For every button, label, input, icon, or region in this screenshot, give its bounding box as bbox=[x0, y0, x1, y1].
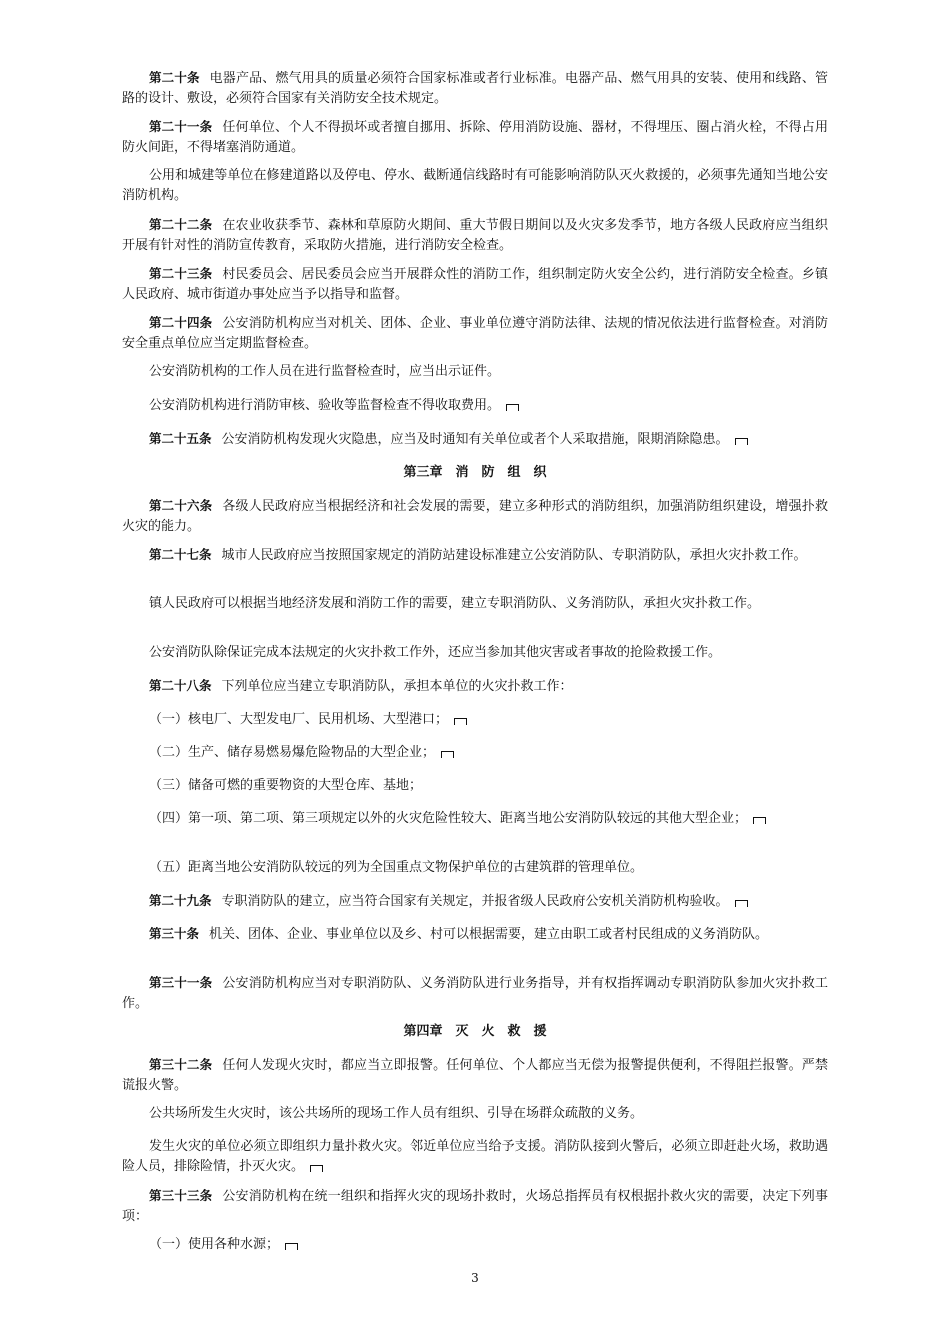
para-1 bbox=[122, 68, 828, 109]
list-item-1 bbox=[122, 710, 828, 730]
article-number: 第二十条 bbox=[149, 70, 200, 85]
para-14 bbox=[122, 643, 828, 663]
article-number: 第三十三条 bbox=[149, 1188, 213, 1203]
return-mark-icon bbox=[285, 1243, 298, 1250]
list-item-3 bbox=[122, 776, 828, 796]
paragraph-text: 发生火灾的单位必须立即组织力量扑救火灾。邻近单位应当给予支援。消防队接到火警后，必须立即赶赴火场，救助遇险人员，排除险情，扑灭火灾。 bbox=[122, 1139, 828, 1174]
article-number: 第二十八条 bbox=[149, 678, 212, 693]
list-item-6 bbox=[122, 1235, 828, 1255]
return-mark-icon bbox=[753, 817, 766, 824]
paragraph-text: （二）生产、储存易燃易爆危险物品的大型企业； bbox=[149, 745, 436, 760]
page-number: 3 bbox=[471, 1271, 479, 1285]
paragraph-text: 公安消防机构在统一组织和指挥火灾的现场扑救时，火场总指挥员有权根据扑救火灾的需要，决定下列事项： bbox=[122, 1189, 828, 1224]
paragraph-text: 村民委员会、居民委员会应当开展群众性的消防工作，组织制定防火安全公约，进行消防安全检查。乡镇人民政府、城市街道办事处应当予以指导和监督。 bbox=[122, 267, 828, 302]
para-11 bbox=[122, 496, 828, 537]
paragraph-text: 公安消防机构应当对专职消防队、义务消防队进行业务指导，并有权指挥调动专职消防队参加火灾扑救工作。 bbox=[122, 976, 828, 1011]
return-mark-icon bbox=[506, 404, 519, 411]
paragraph-text: 任何单位、个人不得损坏或者擅自挪用、拆除、停用消防设施、器材，不得埋压、圈占消火栓，不得占用防火间距，不得堵塞消防通道。 bbox=[122, 120, 828, 155]
article-number: 第二十七条 bbox=[149, 547, 212, 562]
para-27 bbox=[122, 1137, 828, 1177]
paragraph-text: 镇人民政府可以根据当地经济发展和消防工作的需要，建立专职消防队、义务消防队，承担火灾扑救工作。 bbox=[149, 596, 761, 611]
paragraph-text: 机关、团体、企业、事业单位以及乡、村可以根据需要，建立由职工或者村民组成的义务消防队。 bbox=[209, 927, 769, 942]
para-28 bbox=[122, 1186, 828, 1227]
paragraph-text: 公安消防机构进行消防审核、验收等监督检查不得收取费用。 bbox=[149, 398, 501, 413]
para-22 bbox=[122, 924, 828, 945]
article-number: 第二十五条 bbox=[149, 431, 212, 446]
para-26 bbox=[122, 1104, 828, 1124]
para-2 bbox=[122, 117, 828, 158]
para-25 bbox=[122, 1055, 828, 1096]
list-item-5 bbox=[122, 858, 828, 878]
para-23 bbox=[122, 973, 828, 1014]
paragraph-text: （一）使用各种水源； bbox=[149, 1237, 280, 1252]
para-6 bbox=[122, 313, 828, 354]
paragraph-text: （四）第一项、第二项、第三项规定以外的火灾危险性较大、距离当地公安消防队较远的其他大型企业； bbox=[149, 811, 748, 826]
paragraph-text: 公安消防机构应当对机关、团体、企业、事业单位遵守消防法律、法规的情况依法进行监督检查。对消防安全重点单位应当定期监督检查。 bbox=[122, 316, 828, 351]
paragraph-text: 公安消防机构发现火灾隐患，应当及时通知有关单位或者个人采取措施，限期消除隐患。 bbox=[221, 432, 729, 447]
paragraph-text: 在农业收获季节、森林和草原防火期间、重大节假日期间以及火灾多发季节，地方各级人民政府应当组织开展有针对性的消防宣传教育，采取防火措施，进行消防安全检查。 bbox=[122, 218, 828, 253]
para-12 bbox=[122, 545, 828, 566]
paragraph-text: 任何人发现火灾时，都应当立即报警。任何单位、个人都应当无偿为报警提供便利，不得阻拦报警。严禁谎报火警。 bbox=[122, 1058, 828, 1093]
paragraph-text: 公安消防机构的工作人员在进行监督检查时，应当出示证件。 bbox=[149, 364, 501, 379]
article-number: 第二十四条 bbox=[149, 315, 213, 330]
paragraph-text: 公共场所发生火灾时，该公共场所的现场工作人员有组织、引导在场群众疏散的义务。 bbox=[149, 1106, 644, 1121]
paragraph-text: （五）距离当地公安消防队较远的列为全国重点文物保护单位的古建筑群的管理单位。 bbox=[149, 860, 644, 875]
article-number: 第二十一条 bbox=[149, 119, 213, 134]
return-mark-icon bbox=[454, 718, 467, 725]
para-8 bbox=[122, 396, 828, 416]
list-item-2 bbox=[122, 743, 828, 763]
para-15 bbox=[122, 676, 828, 697]
para-21 bbox=[122, 891, 828, 912]
article-number: 第二十三条 bbox=[149, 266, 213, 281]
paragraph-text: （三）储备可燃的重要物资的大型仓库、基地； bbox=[149, 778, 423, 793]
list-item-4 bbox=[122, 809, 828, 829]
paragraph-text: 公安消防队除保证完成本法规定的火灾扑救工作外，还应当参加其他灾害或者事故的抢险救援工作。 bbox=[149, 645, 722, 660]
para-7 bbox=[122, 362, 828, 382]
para-3 bbox=[122, 166, 828, 206]
return-mark-icon bbox=[441, 751, 454, 758]
return-mark-icon bbox=[310, 1165, 323, 1172]
paragraph-text: 电器产品、燃气用具的质量必须符合国家标准或者行业标准。电器产品、燃气用具的安装、使用和线路、管路的设计、敷设，必须符合国家有关消防安全技术规定。 bbox=[122, 71, 828, 106]
chapter-heading: 第三章 消 防 组 织 bbox=[403, 465, 547, 480]
para-9 bbox=[122, 429, 828, 450]
return-mark-icon bbox=[735, 900, 748, 907]
article-number: 第二十九条 bbox=[149, 893, 212, 908]
article-number: 第三十条 bbox=[149, 926, 200, 941]
paragraph-text: 下列单位应当建立专职消防队，承担本单位的火灾扑救工作： bbox=[221, 679, 573, 694]
paragraph-text: 专职消防队的建立，应当符合国家有关规定，并报省级人民政府公安机关消防机构验收。 bbox=[221, 894, 729, 909]
para-5 bbox=[122, 264, 828, 305]
article-number: 第二十二条 bbox=[149, 217, 213, 232]
para-13 bbox=[122, 594, 828, 614]
paragraph-text: 各级人民政府应当根据经济和社会发展的需要，建立多种形式的消防组织，加强消防组织建设，增强扑救火灾的能力。 bbox=[122, 499, 828, 534]
paragraph-text: （一）核电厂、大型发电厂、民用机场、大型港口； bbox=[149, 712, 449, 727]
article-number: 第二十六条 bbox=[149, 498, 213, 513]
para-4 bbox=[122, 215, 828, 256]
return-mark-icon bbox=[735, 438, 748, 445]
paragraph-text: 公用和城建等单位在修建道路以及停电、停水、截断通信线路时有可能影响消防队灭火救援的，必须事先通知当地公安消防机构。 bbox=[122, 168, 828, 203]
article-number: 第三十一条 bbox=[149, 975, 213, 990]
paragraph-text: 城市人民政府应当按照国家规定的消防站建设标准建立公安消防队、专职消防队，承担火灾扑救工作。 bbox=[221, 548, 807, 563]
chapter-heading: 第四章 灭 火 救 援 bbox=[403, 1024, 547, 1039]
article-number: 第三十二条 bbox=[149, 1057, 213, 1072]
